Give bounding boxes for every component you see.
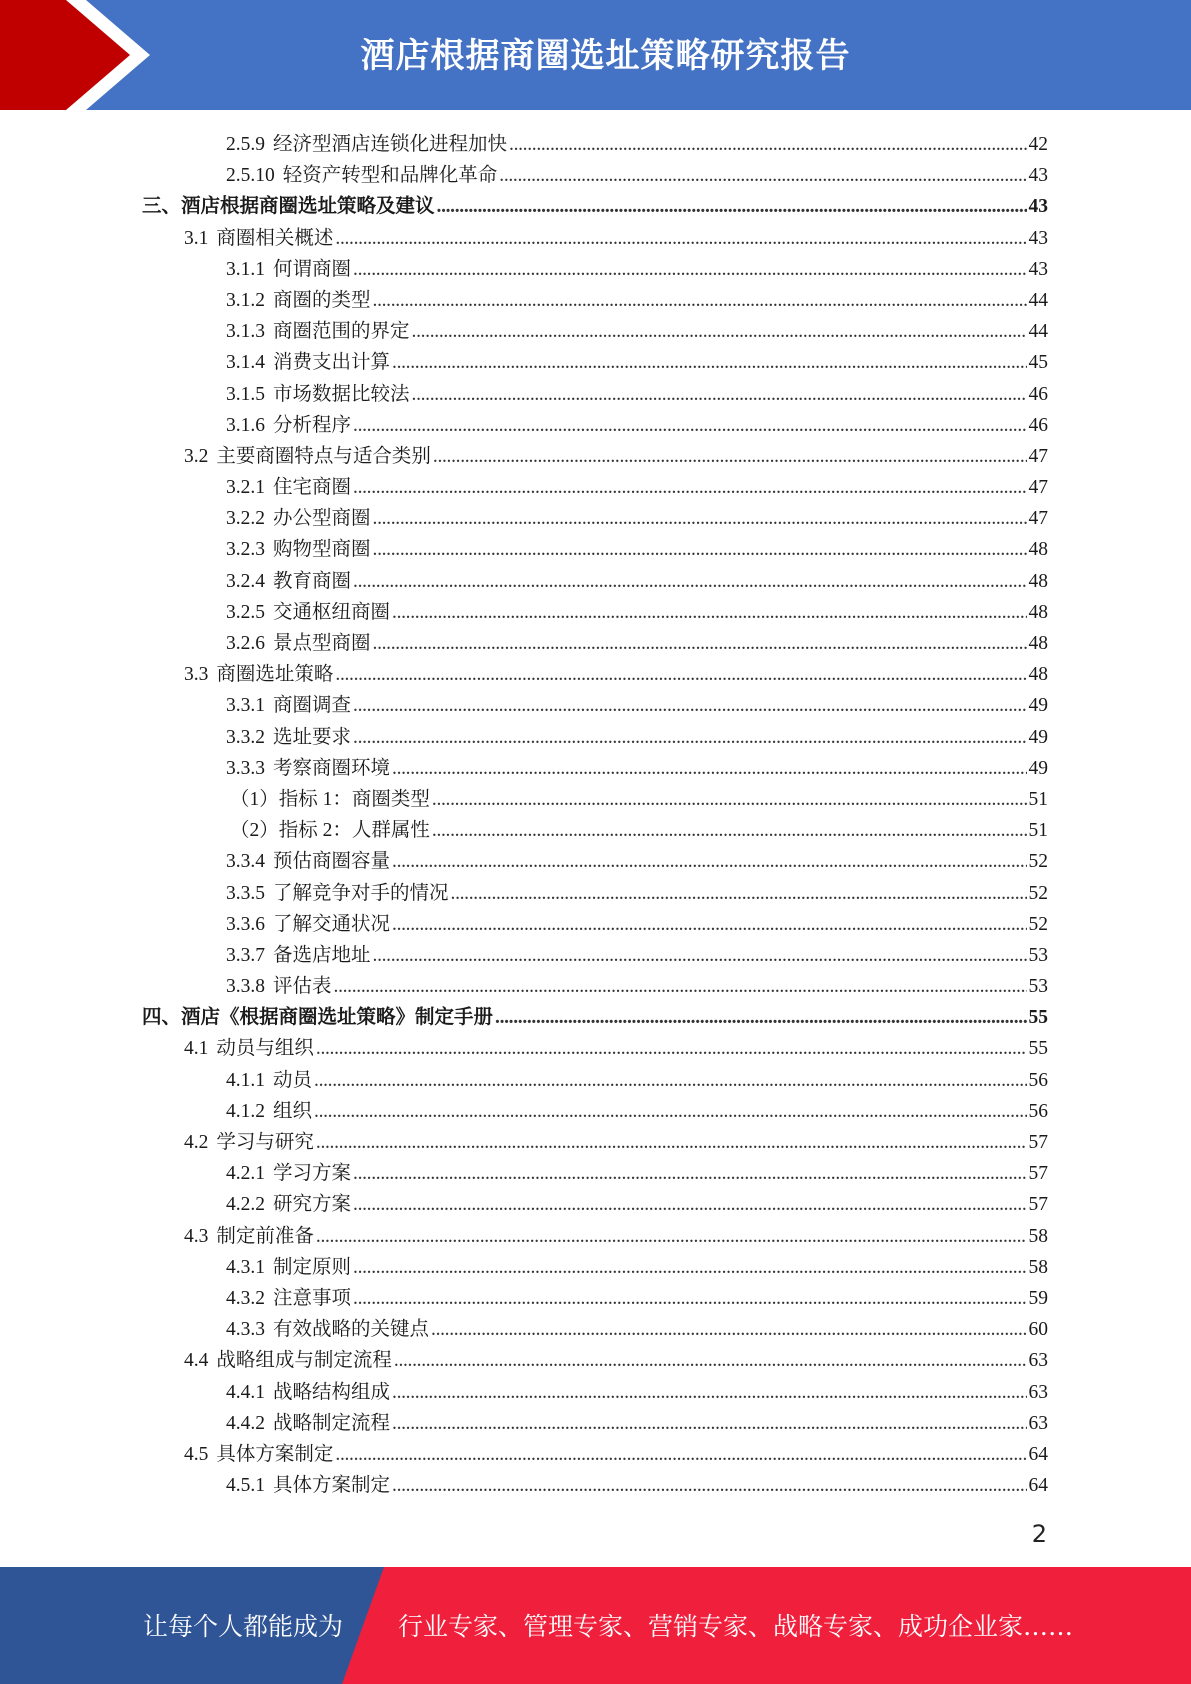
- toc-dot-leader: [509, 129, 1026, 160]
- toc-entry-text: 经济型酒店连锁化进程加快: [273, 134, 508, 155]
- toc-entry-page: 64: [1028, 1443, 1048, 1465]
- toc-entry[interactable]: [0, 940, 1191, 971]
- toc-dot-leader: [432, 815, 1027, 846]
- toc-entry[interactable]: [0, 1221, 1191, 1252]
- toc-entry-label: [226, 503, 371, 534]
- toc-entry-page: 52: [1028, 913, 1048, 935]
- toc-entry-label: [226, 690, 351, 721]
- table-of-contents: [0, 129, 1191, 1501]
- footer-slogan-left: 让每个人都能成为: [143, 1612, 344, 1641]
- toc-entry[interactable]: [0, 1189, 1191, 1220]
- toc-entry-number: 3.2.3: [226, 539, 265, 561]
- toc-entry-page: 56: [1028, 1100, 1048, 1122]
- toc-entry[interactable]: [0, 316, 1191, 347]
- toc-entry-number: 4.3.3: [226, 1319, 265, 1341]
- toc-entry-number: 3.3.2: [226, 726, 265, 748]
- toc-entry-number: 4.3.1: [226, 1256, 265, 1278]
- toc-dot-leader: [499, 160, 1026, 191]
- toc-entry[interactable]: [0, 1377, 1191, 1408]
- toc-entry[interactable]: [0, 472, 1191, 503]
- toc-entry[interactable]: [0, 909, 1191, 940]
- toc-entry-text: 分析程序: [273, 414, 352, 436]
- toc-entry-text: 有效战略的关键点: [273, 1319, 430, 1341]
- toc-entry-text: （2）指标 2：人群属性: [230, 820, 430, 842]
- toc-entry-text: 学习方案: [273, 1163, 352, 1185]
- toc-entry[interactable]: [0, 1158, 1191, 1189]
- toc-entry-label: [226, 1314, 429, 1345]
- toc-dot-leader: [433, 441, 1027, 472]
- toc-dot-leader: [495, 1002, 1026, 1033]
- toc-entry-number: 3.1: [184, 227, 209, 249]
- toc-entry-page: 63: [1028, 1381, 1048, 1403]
- toc-entry[interactable]: [0, 191, 1191, 222]
- toc-dot-leader: [373, 628, 1027, 659]
- toc-entry-text: 住宅商圈: [273, 477, 352, 499]
- toc-dot-leader: [314, 1096, 1026, 1127]
- toc-entry-number: 4.2: [184, 1132, 209, 1153]
- toc-entry-label: [142, 191, 435, 222]
- toc-entry-text: 商圈相关概述: [216, 227, 334, 249]
- toc-entry-label: [230, 784, 430, 815]
- toc-entry-page: 60: [1028, 1319, 1048, 1341]
- toc-entry-label: [226, 129, 507, 160]
- toc-entry-page: 46: [1028, 383, 1048, 405]
- toc-entry[interactable]: [0, 566, 1191, 597]
- toc-entry-text: 四、酒店《根据商圈选址策略》制定手册: [142, 1007, 494, 1029]
- toc-entry[interactable]: [0, 410, 1191, 441]
- toc-entry-number: 4.5: [184, 1443, 209, 1465]
- toc-dot-leader: [392, 1408, 1026, 1439]
- toc-entry-page: 58: [1028, 1225, 1048, 1247]
- toc-dot-leader: [373, 285, 1027, 316]
- toc-entry-page: 43: [1028, 165, 1048, 187]
- toc-entry-label: [226, 878, 449, 909]
- toc-entry[interactable]: [0, 503, 1191, 534]
- toc-entry-text: 选址要求: [273, 726, 352, 748]
- toc-entry-label: [142, 1002, 493, 1033]
- toc-entry[interactable]: [0, 815, 1191, 846]
- toc-entry[interactable]: [0, 1127, 1191, 1158]
- toc-entry[interactable]: [0, 753, 1191, 784]
- toc-entry-label: [226, 379, 410, 410]
- toc-entry-label: [184, 1033, 314, 1064]
- toc-entry[interactable]: [0, 722, 1191, 753]
- toc-entry-page: 44: [1028, 289, 1048, 311]
- toc-entry-page: 43: [1028, 258, 1048, 280]
- toc-dot-leader: [316, 1221, 1027, 1252]
- toc-entry-text: 商圈范围的界定: [273, 321, 410, 343]
- toc-entry-text: 预估商圈容量: [273, 851, 391, 873]
- toc-entry-label: [226, 410, 351, 441]
- toc-entry-page: 43: [1028, 196, 1048, 218]
- toc-entry[interactable]: [0, 1283, 1191, 1314]
- toc-dot-leader: [392, 597, 1026, 628]
- toc-entry[interactable]: [0, 878, 1191, 909]
- toc-dot-leader: [335, 223, 1026, 254]
- toc-entry-label: [226, 472, 351, 503]
- toc-entry-page: 53: [1028, 976, 1048, 998]
- toc-entry-label: [226, 316, 410, 347]
- toc-dot-leader: [334, 971, 1027, 1002]
- toc-entry-number: 3.2.2: [226, 508, 265, 530]
- toc-entry-number: 4.3: [184, 1225, 209, 1247]
- toc-entry-text: 备选店地址: [273, 944, 371, 966]
- toc-dot-leader: [353, 472, 1026, 503]
- toc-dot-leader: [353, 722, 1026, 753]
- toc-entry[interactable]: [0, 223, 1191, 254]
- toc-entry-number: 4.5.1: [226, 1475, 265, 1497]
- toc-dot-leader: [353, 254, 1026, 285]
- toc-entry-text: 轻资产转型和品牌化革命: [282, 165, 498, 187]
- toc-entry[interactable]: [0, 1065, 1191, 1096]
- toc-dot-leader: [353, 1189, 1026, 1220]
- toc-entry-text: 动员: [273, 1069, 313, 1091]
- toc-entry-label: [226, 1065, 312, 1096]
- toc-entry[interactable]: [0, 347, 1191, 378]
- toc-dot-leader: [392, 846, 1026, 877]
- toc-entry-text: 商圈调查: [273, 695, 352, 717]
- toc-entry-text: 商圈选址策略: [216, 664, 334, 686]
- toc-entry-label: [226, 285, 371, 316]
- toc-entry-number: 3.2.5: [226, 601, 265, 623]
- toc-entry-text: 战略结构组成: [273, 1381, 391, 1403]
- toc-entry-number: 3.3.7: [226, 944, 265, 966]
- toc-entry-page: 56: [1028, 1069, 1048, 1091]
- toc-entry-text: 购物型商圈: [273, 539, 371, 561]
- toc-entry-text: 市场数据比较法: [273, 383, 410, 405]
- toc-dot-leader: [392, 1377, 1026, 1408]
- toc-entry-number: 3.2.4: [226, 570, 265, 592]
- toc-dot-leader: [316, 1033, 1027, 1064]
- toc-entry-text: 考察商圈环境: [273, 757, 391, 779]
- toc-entry[interactable]: [0, 285, 1191, 316]
- toc-entry-number: 3.1.1: [226, 258, 265, 280]
- toc-entry-number: 4.1: [184, 1038, 209, 1060]
- toc-entry-text: 评估表: [273, 976, 332, 998]
- toc-entry-page: 47: [1028, 477, 1048, 499]
- toc-entry-page: 47: [1028, 445, 1048, 467]
- toc-entry-page: 45: [1028, 352, 1048, 374]
- toc-entry-page: 48: [1028, 539, 1048, 561]
- toc-entry-page: 49: [1028, 726, 1048, 748]
- toc-dot-leader: [353, 566, 1026, 597]
- toc-entry-text: 战略组成与制定流程: [216, 1350, 392, 1372]
- toc-entry[interactable]: [0, 846, 1191, 877]
- toc-entry-number: 4.4.1: [226, 1381, 265, 1403]
- toc-entry[interactable]: [0, 971, 1191, 1002]
- toc-entry[interactable]: [0, 441, 1191, 472]
- toc-dot-leader: [392, 347, 1026, 378]
- toc-entry-label: [226, 753, 390, 784]
- toc-dot-leader: [373, 940, 1027, 971]
- toc-entry-label: [226, 597, 390, 628]
- toc-entry-number: 3.3.3: [226, 757, 265, 779]
- toc-entry-page: 58: [1028, 1256, 1048, 1278]
- toc-dot-leader: [431, 1314, 1026, 1345]
- toc-entry[interactable]: [0, 534, 1191, 565]
- toc-dot-leader: [335, 1439, 1026, 1470]
- toc-dot-leader: [394, 1345, 1027, 1376]
- toc-entry-label: [226, 1096, 312, 1127]
- toc-entry-text: 具体方案制定: [216, 1443, 334, 1465]
- toc-entry-number: 3.3.8: [226, 976, 265, 998]
- toc-entry-text: 了解竞争对手的情况: [273, 882, 449, 904]
- toc-entry-number: 2.5.10: [226, 165, 275, 187]
- toc-entry-text: 学习与研究: [216, 1132, 314, 1153]
- toc-entry-label: [230, 815, 430, 846]
- toc-entry-text: 主要商圈特点与适合类别: [216, 445, 431, 467]
- toc-dot-leader: [335, 659, 1026, 690]
- toc-dot-leader: [412, 379, 1027, 410]
- toc-entry[interactable]: [0, 628, 1191, 659]
- toc-entry-label: [184, 223, 333, 254]
- toc-dot-leader: [316, 1127, 1027, 1158]
- page-header: [0, 0, 1191, 110]
- toc-entry-text: 组织: [273, 1100, 313, 1122]
- toc-entry-number: 3.2.1: [226, 477, 265, 499]
- toc-entry-label: [184, 1345, 392, 1376]
- toc-entry-number: 2.5.9: [226, 134, 265, 155]
- toc-dot-leader: [392, 753, 1026, 784]
- toc-entry-text: 动员与组织: [216, 1038, 314, 1060]
- toc-entry[interactable]: [0, 379, 1191, 410]
- toc-dot-leader: [373, 534, 1027, 565]
- toc-entry-text: 制定前准备: [216, 1225, 314, 1247]
- toc-entry-page: 55: [1028, 1038, 1048, 1060]
- toc-dot-leader: [353, 690, 1026, 721]
- toc-entry-label: [226, 628, 371, 659]
- toc-entry-number: 3.3.5: [226, 882, 265, 904]
- toc-entry-label: [226, 940, 371, 971]
- toc-dot-leader: [451, 878, 1027, 909]
- toc-entry-text: 办公型商圈: [273, 508, 371, 530]
- toc-dot-leader: [353, 410, 1026, 441]
- toc-entry-label: [226, 160, 497, 191]
- toc-entry-label: [226, 1283, 351, 1314]
- toc-entry[interactable]: [0, 1345, 1191, 1376]
- toc-entry-label: [184, 441, 431, 472]
- toc-dot-leader: [412, 316, 1027, 347]
- toc-entry[interactable]: [0, 254, 1191, 285]
- page-number: 2: [1031, 1520, 1047, 1548]
- toc-dot-leader: [314, 1065, 1026, 1096]
- toc-entry[interactable]: [0, 597, 1191, 628]
- toc-entry-number: 3.1.6: [226, 414, 265, 436]
- footer-slogan-right: 行业专家、管理专家、营销专家、战略专家、成功企业家……: [398, 1612, 1074, 1641]
- toc-entry-label: [226, 566, 351, 597]
- toc-entry-number: 4.4: [184, 1350, 209, 1372]
- toc-entry-number: 3.1.2: [226, 289, 265, 311]
- toc-entry-page: 48: [1028, 570, 1048, 592]
- toc-entry-number: 4.2.1: [226, 1163, 265, 1185]
- toc-entry-page: 55: [1028, 1007, 1048, 1029]
- page-footer: [0, 1567, 1191, 1684]
- toc-entry-page: 53: [1028, 944, 1048, 966]
- toc-entry-text: （1）指标 1：商圈类型: [230, 788, 430, 810]
- toc-entry-page: 51: [1028, 788, 1048, 810]
- toc-entry-number: 3.3.6: [226, 913, 265, 935]
- toc-dot-leader: [353, 1283, 1026, 1314]
- toc-entry-number: 4.2.2: [226, 1194, 265, 1216]
- toc-entry-label: [226, 534, 371, 565]
- toc-entry[interactable]: [0, 1252, 1191, 1283]
- toc-dot-leader: [392, 1470, 1026, 1501]
- toc-dot-leader: [437, 191, 1027, 222]
- toc-entry-text: 制定原则: [273, 1256, 352, 1278]
- toc-entry-text: 了解交通状况: [273, 913, 391, 935]
- toc-entry-label: [226, 1189, 351, 1220]
- toc-entry[interactable]: [0, 1033, 1191, 1064]
- toc-entry[interactable]: [0, 1408, 1191, 1439]
- toc-entry-text: 三、酒店根据商圈选址策略及建议: [142, 196, 435, 218]
- toc-entry-label: [184, 1439, 333, 1470]
- toc-entry-page: 63: [1028, 1350, 1048, 1372]
- toc-entry-label: [226, 1470, 390, 1501]
- toc-dot-leader: [373, 503, 1027, 534]
- toc-entry-page: 52: [1028, 882, 1048, 904]
- toc-entry-text: 交通枢纽商圈: [273, 601, 391, 623]
- toc-entry-number: 3.3: [184, 664, 209, 686]
- toc-entry-text: 具体方案制定: [273, 1475, 391, 1497]
- toc-entry-page: 42: [1028, 134, 1048, 155]
- toc-entry[interactable]: [0, 1096, 1191, 1127]
- toc-entry-text: 商圈的类型: [273, 289, 371, 311]
- toc-entry[interactable]: [0, 659, 1191, 690]
- toc-entry-number: 3.1.5: [226, 383, 265, 405]
- toc-entry-page: 57: [1028, 1132, 1048, 1153]
- toc-entry[interactable]: [0, 1439, 1191, 1470]
- toc-entry-label: [184, 1221, 314, 1252]
- toc-entry-number: 3.1.4: [226, 352, 265, 374]
- toc-entry-label: [226, 846, 390, 877]
- toc-entry-label: [184, 1127, 314, 1158]
- toc-entry-label: [184, 659, 333, 690]
- toc-entry-page: 51: [1028, 820, 1048, 842]
- toc-entry-text: 研究方案: [273, 1194, 352, 1216]
- toc-entry-label: [226, 254, 351, 285]
- toc-dot-leader: [353, 1252, 1026, 1283]
- toc-entry[interactable]: [0, 160, 1191, 191]
- toc-dot-leader: [353, 1158, 1026, 1189]
- toc-entry-number: 4.3.2: [226, 1287, 265, 1309]
- toc-entry-label: [226, 971, 332, 1002]
- toc-entry[interactable]: [0, 129, 1191, 160]
- toc-entry-page: 43: [1028, 227, 1048, 249]
- toc-dot-leader: [392, 909, 1026, 940]
- toc-entry-number: 3.2: [184, 445, 209, 467]
- toc-entry-label: [226, 1408, 390, 1439]
- toc-entry-number: 4.1.1: [226, 1069, 265, 1091]
- toc-entry-text: 景点型商圈: [273, 633, 371, 654]
- toc-entry-page: 48: [1028, 664, 1048, 686]
- toc-entry-number: 3.1.3: [226, 321, 265, 343]
- toc-entry-label: [226, 347, 390, 378]
- toc-entry-page: 57: [1028, 1163, 1048, 1185]
- toc-entry[interactable]: [0, 690, 1191, 721]
- toc-entry-number: 4.1.2: [226, 1100, 265, 1122]
- toc-entry-label: [226, 722, 351, 753]
- toc-entry[interactable]: [0, 1470, 1191, 1501]
- toc-entry[interactable]: [0, 1314, 1191, 1345]
- document-title: 酒店根据商圈选址策略研究报告: [360, 36, 851, 76]
- toc-entry-text: 何谓商圈: [273, 258, 352, 280]
- toc-entry-label: [226, 909, 390, 940]
- toc-entry-number: 4.4.2: [226, 1412, 265, 1434]
- toc-entry-label: [226, 1377, 390, 1408]
- toc-entry-text: 注意事项: [273, 1287, 352, 1309]
- toc-entry-text: 战略制定流程: [273, 1412, 391, 1434]
- toc-entry-page: 52: [1028, 851, 1048, 873]
- toc-entry-number: 3.3.1: [226, 695, 265, 717]
- toc-entry-text: 消费支出计算: [273, 352, 391, 374]
- toc-entry[interactable]: [0, 1002, 1191, 1033]
- toc-entry-page: 59: [1028, 1287, 1048, 1309]
- toc-entry-label: [226, 1158, 351, 1189]
- toc-dot-leader: [432, 784, 1027, 815]
- toc-entry-page: 44: [1028, 321, 1048, 343]
- toc-entry-page: 48: [1028, 633, 1048, 654]
- toc-entry-page: 57: [1028, 1194, 1048, 1216]
- toc-entry-page: 64: [1028, 1475, 1048, 1497]
- toc-entry-page: 63: [1028, 1412, 1048, 1434]
- toc-entry-label: [226, 1252, 351, 1283]
- toc-entry-page: 49: [1028, 757, 1048, 779]
- toc-entry-number: 3.3.4: [226, 851, 265, 873]
- toc-entry-page: 48: [1028, 601, 1048, 623]
- toc-entry-page: 46: [1028, 414, 1048, 436]
- toc-entry-page: 49: [1028, 695, 1048, 717]
- toc-entry-page: 47: [1028, 508, 1048, 530]
- toc-entry[interactable]: [0, 784, 1191, 815]
- toc-entry-text: 教育商圈: [273, 570, 352, 592]
- toc-entry-number: 3.2.6: [226, 633, 265, 654]
